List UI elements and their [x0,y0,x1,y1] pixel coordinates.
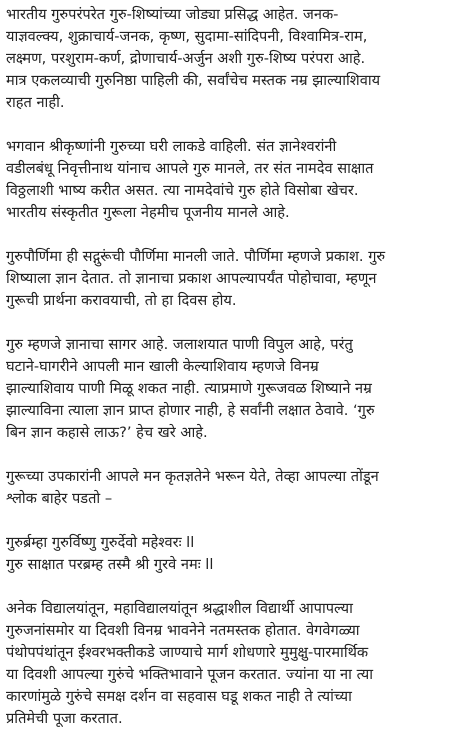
text-line: बिन ज्ञान कहासे लाऊ?’ हेच खरे आहे. [6,424,208,441]
shloka-line: गुरुर्ब्रम्हा गुरुर्विष्णु गुरुर्देवो महेश्वरः ll [6,534,195,551]
text-line: लक्ष्मण, परशुराम-कर्ण, द्रोणाचार्य-अर्जुन अशी गुरु-शिष्य परंपरा आहे. [6,50,366,67]
shloka-line: गुरु साक्षात परब्रम्ह तस्मै श्री गुरवे नमः ll [6,556,214,573]
text-line: गुरूच्या उपकारांनी आपले मन कृतज्ञतेने भरून येते, तेव्हा आपल्या तोंडून [6,468,379,485]
text-line: झाल्याविना त्याला ज्ञान प्राप्त होणार नाही, हे सर्वांनी लक्षात ठेवावे. ‘गुरु [6,402,375,419]
text-line: अनेक विद्यालयांतून, महाविद्यालयांतून श्रद्धाशील विद्यार्थी आपापल्या [6,600,353,617]
text-line: झाल्याशिवाय पाणी मिळू शकत नाही. त्याप्रमाणे गुरूजवळ शिष्याने नम्र [6,380,372,397]
text-line: मात्र एकलव्याची गुरुनिष्ठा पाहिली की, सर्वांचेच मस्तक नम्र झाल्याशिवाय [6,72,381,89]
text-line: शिष्याला ज्ञान देतात. तो ज्ञानाचा प्रकाश आपल्यापर्यंत पोहोचावा, म्हणून [6,270,377,287]
text-line: विठ्ठलाशी भाष्य करीत असत. त्या नामदेवांचे गुरु होते विसोबा खेचर. [6,182,359,199]
text-line: घटाने-घागरीने आपली मान खाली केल्याशिवाय म्हणजे विनम्र [6,358,319,375]
paragraph-ocean-of-knowledge [6,334,445,444]
text-line: कारणांमुळे गुरुंचे समक्ष दर्शन वा सहवास घडू शकत नाही ते त्यांच्या [6,688,352,705]
text-line: गुरुजनांसमोर या दिवशी विनम्र भावनेने नतमस्तक होतात. वेगवेगळ्या [6,622,360,639]
text-line: प्रतिमेची पूजा करतात. [6,710,123,727]
text-line: गुरूची प्रार्थना करावयाची, तो हा दिवस होय. [6,292,237,309]
paragraph-krishna-dnyaneshwar [6,136,445,224]
paragraph-gratitude [6,466,445,510]
shloka [6,532,445,576]
text-line: श्लोक बाहेर पडतो – [6,490,113,507]
text-line: राहत नाही. [6,94,65,111]
text-line: याज्ञवल्क्य, शुक्राचार्य-जनक, कृष्ण, सुदामा-सांदिपनी, विश्वामित्र-राम, [6,28,368,45]
text-line: गुरुपौर्णिमा ही सद्गुरूंची पौर्णिमा मानली जाते. पौर्णिमा म्हणजे प्रकाश. गुरु [6,248,386,265]
paragraph-gurupournima [6,246,445,312]
text-line: भगवान श्रीकृष्णांनी गुरुच्या घरी लाकडे वाहिली. संत ज्ञानेश्वरांनी [6,138,337,155]
text-line: गुरु म्हणजे ज्ञानाचा सागर आहे. जलाशयात पाणी विपुल आहे, परंतु [6,336,353,353]
text-line: वडीलबंधू निवृत्तीनाथ यांनाच आपले गुरु मानले, तर संत नामदेव साक्षात [6,160,374,177]
text-line: भारतीय गुरुपरंपरेत गुरु-शिष्यांच्या जोड्या प्रसिद्ध आहेत. जनक- [6,6,339,23]
text-line: भारतीय संस्कृतीत गुरूला नेहमीच पूजनीय मानले आहे. [6,204,290,221]
text-line: या दिवशी आपल्या गुरुंचे भक्तिभावाने पूजन करतात. ज्यांना या ना त्या [6,666,374,683]
paragraph-students-worship [6,598,445,730]
paragraph-guru-shishya-pairs [6,4,445,114]
text-line: पंथोपपंथांतून ईश्वरभक्तीकडे जाण्याचे मार्ग शोधणारे मुमुक्षु-पारमार्थिक [6,644,369,661]
